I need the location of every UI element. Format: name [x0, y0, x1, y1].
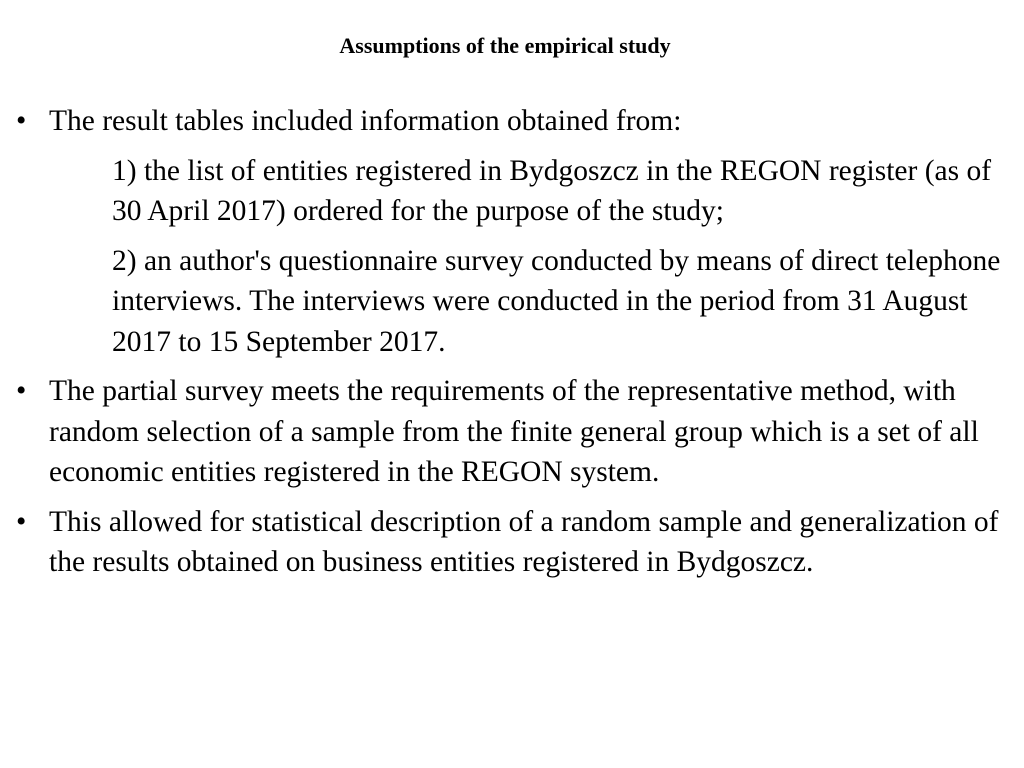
sub-list	[16, 151, 1016, 363]
bullet-glyph: •	[16, 375, 27, 407]
bullet-text: This allowed for statistical description of a random sample and generalization of the results obtained on business entities registered in Bydgoszcz.	[49, 505, 999, 578]
bullet-item-sources	[16, 101, 1016, 142]
sub-item-regon-list: 1) the list of entities registered in Bydgoszcz in the REGON register (as of 30 April 2017) ordered for the purpose of the study;	[112, 154, 992, 227]
bullet-list	[16, 101, 1016, 592]
bullet-glyph: •	[16, 505, 27, 538]
bullet-glyph: •	[16, 105, 27, 137]
bullet-text: The result tables included information obtained from:	[49, 105, 682, 137]
bullet-item-statistical-description	[16, 502, 1016, 583]
bullet-item-partial-survey	[16, 371, 1016, 493]
slide-title: Assumptions of the empirical study	[339, 33, 671, 58]
bullet-text: The partial survey meets the requirements of the representative method, with random selection of a sample from the finite general group which is a set of all economic entities registered in the REGON system.	[49, 375, 979, 488]
sub-item-questionnaire: 2) an author's questionnaire survey conducted by means of direct telephone interviews. The interviews were conducted in the period from 31 August 2017 to 15 September 2017.	[112, 244, 1001, 358]
